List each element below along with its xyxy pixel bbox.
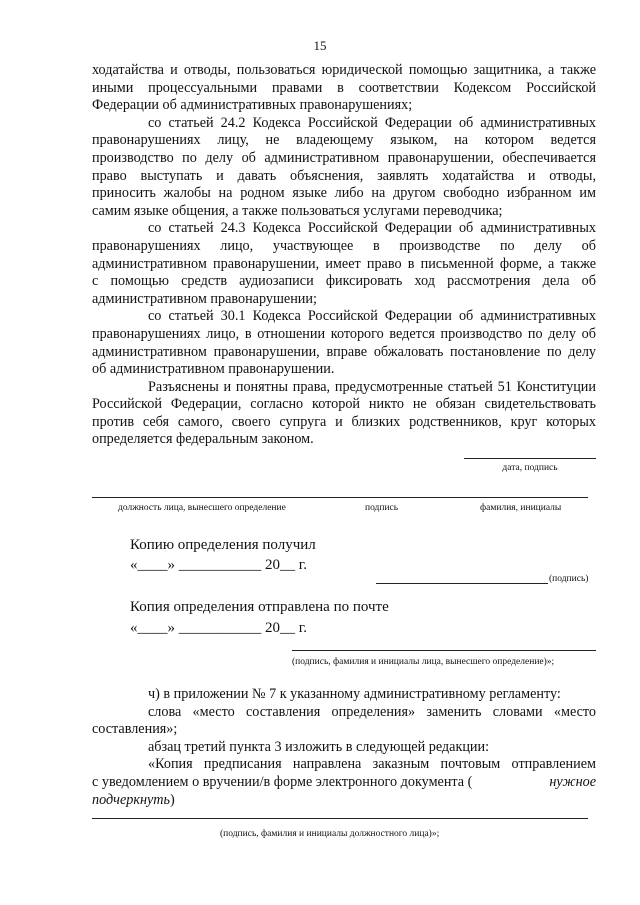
text-block-rights — [92, 62, 596, 449]
position-caption: должность лица, вынесшего определение — [118, 503, 286, 513]
text-line — [92, 774, 596, 792]
text-line: ходатайства и отводы, пользоваться юридической помощью защитника, а также — [92, 62, 596, 78]
text-line: производство по делу об административном правонарушении, обеспечивается — [92, 149, 596, 166]
text-line: приносить жалобы на родном языке либо на другом свободно избранном им — [92, 185, 596, 202]
name-caption: фамилия, инициалы — [480, 503, 562, 513]
text-line: абзац третий пункта 3 изложить в следующей редакции: — [148, 738, 490, 755]
text-line: слова «место составления определения» заменить словами «место — [148, 703, 596, 720]
final-sign-caption: (подпись, фамилия и инициалы должностного лица)»; — [220, 829, 440, 839]
text-line: правонарушениях лицо, участвующее в производстве по делу об — [92, 237, 596, 254]
text-line: с помощью средств аудиозаписи фиксировать ход рассмотрения дела об — [92, 273, 596, 290]
text-line: со статьей 24.3 Кодекса Российской Федерации об административных — [148, 220, 596, 237]
sent-sign-line — [292, 650, 596, 651]
date-line: «____» ___________ 20__ г. — [130, 557, 307, 573]
text-line: право выступать и давать объяснения, заявлять ходатайства и отводы, — [92, 167, 596, 184]
text-line: против себя самого, своего супруга и близких родственников, круг которых — [92, 413, 596, 430]
close-paren: ) — [170, 791, 175, 808]
copy-received-label: Копию определения получил — [130, 537, 316, 553]
date-sign-line — [464, 458, 596, 459]
text-line: со статьей 30.1 Кодекса Российской Федерации об административных — [148, 308, 596, 325]
text-line: об административном правонарушении. — [92, 361, 335, 378]
text-line: Разъяснены и понятны права, предусмотренные статьей 51 Конституции — [148, 378, 596, 395]
text-line: административном правонарушении; — [92, 290, 317, 307]
text-line: «Копия предписания направлена заказным почтовым отправлением — [148, 756, 596, 773]
sent-sign-caption: (подпись, фамилия и инициалы лица, вынесшего определение)»; — [292, 657, 555, 667]
text-line — [92, 792, 596, 810]
text-line: определяется федеральным законом. — [92, 431, 314, 448]
italic-word: подчеркнуть — [92, 791, 171, 808]
text-line: со статьей 24.2 Кодекса Российской Федерации об административных — [148, 114, 596, 131]
date-sign-caption: дата, подпись — [502, 463, 558, 473]
text-line: ч) в приложении № 7 к указанному административному регламенту: — [148, 686, 561, 702]
text-line: правонарушениях лицу, не владеющему языком, на котором ведется — [92, 132, 596, 149]
received-sign-caption: (подпись) — [549, 574, 589, 584]
text-line: правонарушениях лицо, в отношении которого ведется производство по делу об — [92, 325, 596, 342]
page-number: 15 — [313, 38, 327, 53]
text-line: иными процессуальными правами в соответствии Кодексом Российской — [92, 79, 596, 96]
official-sign-line — [92, 497, 588, 498]
received-sign-line — [376, 583, 548, 584]
italic-word: нужное — [549, 773, 596, 790]
text-line: административном правонарушении, вправе обжаловать постановление по делу — [92, 343, 596, 360]
text-line: самим языке общения, а также пользоваться услугами переводчика; — [92, 202, 503, 219]
text-line: Федерации об административных правонарушениях; — [92, 97, 413, 114]
text-block-amendments — [92, 686, 596, 809]
text-line: административном правонарушении, имеет право в письменной форме, а также — [92, 255, 596, 272]
final-sign-line — [92, 818, 588, 819]
text-line: составления»; — [92, 721, 178, 738]
text-segment: с уведомлением о вручении/в форме электронного документа ( — [92, 773, 473, 790]
date-line: «____» ___________ 20__ г. — [130, 620, 307, 636]
sign-caption: подпись — [365, 503, 399, 513]
text-line: Российской Федерации, согласно которой никто не обязан свидетельствовать — [92, 396, 596, 413]
copy-sent-label: Копия определения отправлена по почте — [130, 599, 389, 615]
